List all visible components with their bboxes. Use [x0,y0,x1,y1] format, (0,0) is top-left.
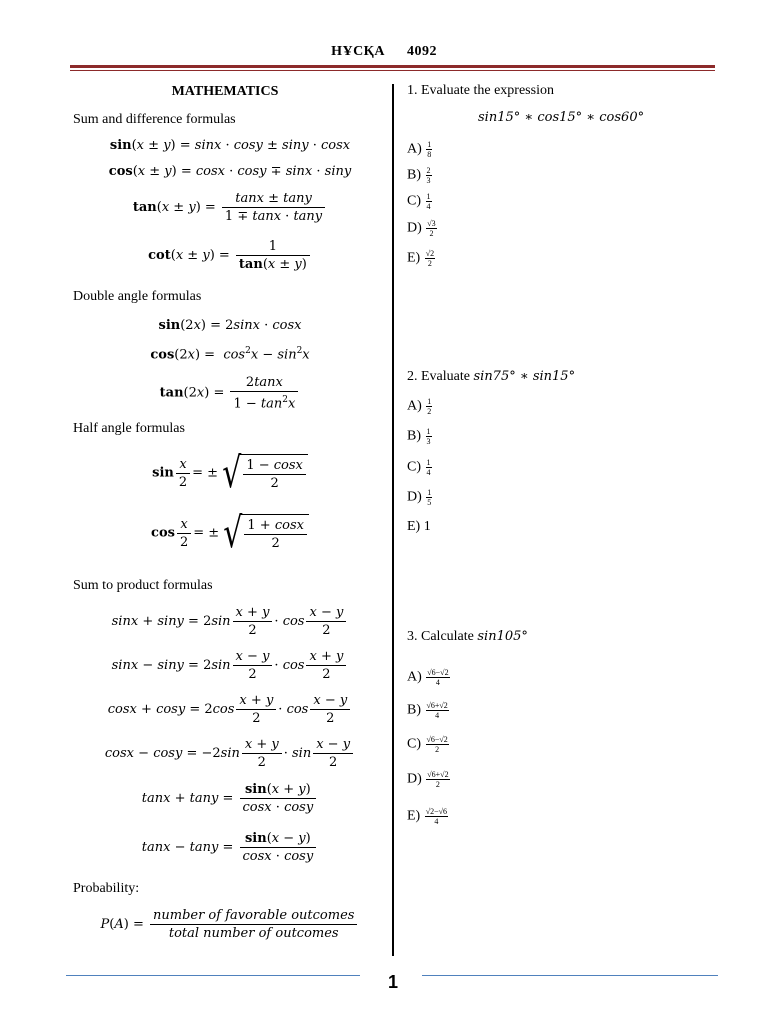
footer-rule-right [422,975,718,976]
q2-option-a[interactable]: A) $\frac{1}{2}$ [407,397,432,416]
page-header [0,44,768,60]
header-rule-thin [70,70,715,71]
question-3-prompt: 3. Calculate [407,629,474,644]
formula-cos-double: $\cos(2x) = \cos^2x - \sin^2x$ [150,346,310,363]
formula-sinx-minus-siny: sinx − siny = 2sin $\frac{x - y}{2}$ · cos $\frac{x + y}{2}$ [70,648,390,683]
q2-option-c[interactable]: C) $\frac{1}{4}$ [407,458,431,477]
formula-tan-double: tan(2x) = $\frac{2\tan x}{1 - \tan^2x}$ [70,374,390,412]
q3-option-e[interactable]: E) $\frac{√2-√6}{4}$ [407,807,448,826]
heading-sum-difference: Sum and difference formulas [73,112,236,127]
formula-cot-sum: cot(x ± y) = $\frac{1}{\tan(x \pm y)}$ [70,238,390,273]
q3-option-c[interactable]: C) $\frac{√6-√2}{2}$ [407,735,448,754]
question-3 [407,629,528,645]
q3-option-d[interactable]: D) $\frac{√6+√2}{2}$ [407,770,449,789]
heading-sum-product: Sum to product formulas [73,578,213,593]
question-3-expression: sin105° [477,629,528,644]
formula-sin-sum: sin(x ± y) = sinx · cosy ± siny · cosx [109,138,351,153]
q3-option-b[interactable]: B) $\frac{√6+√2}{4}$ [407,701,448,720]
formula-cos-half: cos $\frac{x}{2}$ = ± √ $\frac{1 + \cos x}{2}$ [70,514,390,552]
formula-cosx-plus-cosy: cosx + cosy = 2cos $\frac{x + y}{2}$ · cos $\frac{x - y}{2}$ [70,692,390,727]
formula-sin-double: sin(2x) = 2sinx · cosx [158,318,302,333]
formula-tanx-minus-tany: tanx − tany = $\frac{\sin(x - y)}{\cos x \cdot \cos y}$ [70,830,390,865]
formula-sin-half: sin $\frac{x}{2}$ = ± √ $\frac{1 - \cos x}{2}$ [70,454,390,492]
footer-rule-left [66,975,360,976]
question-2-expression: sin75° ∗ sin15° [473,369,576,384]
header-rule-thick [70,65,715,68]
variant-code: 4092 [406,44,437,59]
formula-cosx-minus-cosy: cosx − cosy = −2sin $\frac{x + y}{2}$ · sin $\frac{x - y}{2}$ [70,736,390,771]
question-2-prompt: 2. Evaluate [407,369,470,384]
variant-label: НҰСҚА [331,44,385,59]
heading-double-angle: Double angle formulas [73,289,202,304]
section-title: MATHEMATICS [171,84,279,99]
q2-option-b[interactable]: B) $\frac{1}{3}$ [407,427,431,446]
q1-option-c[interactable]: C) $\frac{1}{4}$ [407,192,431,211]
q1-option-b[interactable]: B) $\frac{2}{3}$ [407,166,431,185]
question-1-prompt: 1. Evaluate the expression [407,83,554,98]
formula-sinx-plus-siny: sinx + siny = 2sin $\frac{x + y}{2}$ · cos $\frac{x - y}{2}$ [70,604,390,639]
heading-probability: Probability: [73,881,140,896]
q1-option-d[interactable]: D) $\frac{√3}{2}$ [407,219,436,238]
formula-tanx-plus-tany: tanx + tany = $\frac{\sin(x + y)}{\cos x \cdot \cos y}$ [70,781,390,816]
q2-option-d[interactable]: D) $\frac{1}{5}$ [407,488,432,507]
question-1-expression: sin15° ∗ cos15° ∗ cos60° [478,110,645,125]
q2-option-e[interactable]: E) 1 [407,519,431,534]
formula-tan-sum: tan(x ± y) = $\frac{\tan x \pm \tan y}{1 \mp \tan x \cdot \tan y}$ [70,190,390,225]
q1-option-a[interactable]: A) $\frac{1}{8}$ [407,140,432,159]
formula-probability: P(A) = $\frac{\text{number of favorable outcomes}}{\text{total number of outcomes}}$ [70,907,390,942]
q1-option-e[interactable]: E) $\frac{√2}{2}$ [407,249,435,268]
q3-option-a[interactable]: A) $\frac{√6-√2}{4}$ [407,668,449,687]
formula-cos-sum: cos(x ± y) = cosx · cosy ∓ sinx · siny [108,164,352,179]
question-2 [407,369,575,385]
column-divider [392,84,394,956]
heading-half-angle: Half angle formulas [73,421,185,436]
page-number: 1 [387,972,398,992]
